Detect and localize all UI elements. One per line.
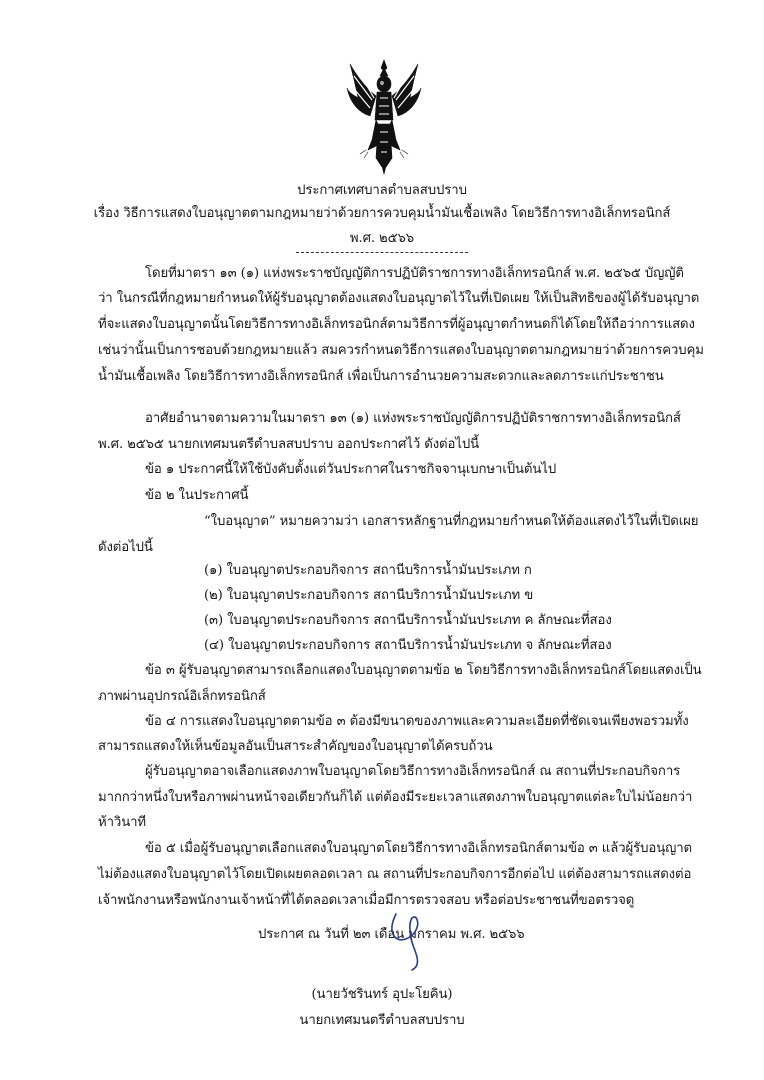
para1-line-4: เช่นว่านั้นเป็นการชอบด้วยกฎหมายแล้ว สมควรกำหนดวิธีการแสดงใบอนุญาตตามกฎหมายว่าด้วยการควบคุม <box>98 343 704 358</box>
org-title: ประกาศเทศบาลตำบลสบปราบ <box>297 183 467 198</box>
para2-line-2: พ.ศ. ๒๕๖๕ นายกเทศมนตรีตำบลสบปราบ ออกประกาศไว้ ดังต่อไปนี้ <box>98 437 480 452</box>
clause-1: ข้อ ๑ ประกาศนี้ให้ใช้บังคับตั้งแต่วันประกาศในราชกิจจานุเบกษาเป็นต้นไป <box>145 462 557 477</box>
para2-line-1: อาศัยอำนาจตามความในมาตรา ๑๓ (๑) แห่งพระราชบัญญัติการปฏิบัติราชการทางอิเล็กทรอนิกส์ <box>145 411 681 426</box>
divider-rule <box>296 252 468 253</box>
clause-4-line-1: ข้อ ๔ การแสดงใบอนุญาตตามข้อ ๓ ต้องมีขนาดของภาพและความละเอียดที่ชัดเจนเพียงพอรวมทั้ง <box>145 714 689 729</box>
handwritten-signature <box>382 908 434 974</box>
clause-2: ข้อ ๒ ในประกาศนี้ <box>145 488 249 503</box>
clause-4b-line-3: ห้าวินาที <box>98 815 147 830</box>
para1-line-3: ที่จะแสดงใบอนุญาตนั้นโดยวิธีการทางอิเล็กทรอนิกส์ตามวิธีการที่ผู้อนุญาตกำหนดก็ได้โดยให้ถือว่าการแสดง <box>98 317 695 332</box>
signatory-name: (นายวัชรินทร์ อุปะโยคิน) <box>311 987 453 1002</box>
subject-line: เรื่อง วิธีการแสดงใบอนุญาตตามกฎหมายว่าด้วยการควบคุมน้ำมันเชื้อเพลิง โดยวิธีการทางอิเล็กทรอนิกส์ <box>93 206 671 221</box>
clause-5-line-1: ข้อ ๕ เมื่อผู้รับอนุญาตเลือกแสดงใบอนุญาตโดยวิธีการทางอิเล็กทรอนิกส์ตามข้อ ๓ แล้วผู้รับอนุญาต <box>145 841 693 856</box>
list-item: (๒) ใบอนุญาตประกอบกิจการ สถานีบริการน้ำมันประเภท ข <box>204 588 534 603</box>
signatory-position: นายกเทศมนตรีตำบลสบปราบ <box>299 1013 465 1028</box>
clause-5-line-3: เจ้าพนักงานหรือพนักงานเจ้าหน้าที่ได้ตลอดเวลาเมื่อมีการตรวจสอบ หรือต่อประชาชนที่ขอตรวจดู <box>98 893 635 908</box>
clause-4b-line-1: ผู้รับอนุญาตอาจเลือกแสดงภาพใบอนุญาตโดยวิธีการทางอิเล็กทรอนิกส์ ณ สถานที่ประกอบกิจการ <box>145 764 681 779</box>
para1-line-1: โดยที่มาตรา ๑๓ (๑) แห่งพระราชบัญญัติการปฏิบัติราชการทางอิเล็กทรอนิกส์ พ.ศ. ๒๕๖๕ บัญญัติ <box>145 266 684 281</box>
clause-3-line-1: ข้อ ๓ ผู้รับอนุญาตสามารถเลือกแสดงใบอนุญาตตามข้อ ๒ โดยวิธีการทางอิเล็กทรอนิกส์โดยแสดงเป็น <box>145 663 702 678</box>
list-item: (๔) ใบอนุญาตประกอบกิจการ สถานีบริการน้ำมันประเภท จ ลักษณะที่สอง <box>204 638 612 653</box>
list-item: (๓) ใบอนุญาตประกอบกิจการ สถานีบริการน้ำมันประเภท ค ลักษณะที่สอง <box>204 613 612 628</box>
list-item: (๑) ใบอนุญาตประกอบกิจการ สถานีบริการน้ำมันประเภท ก <box>204 563 532 578</box>
announce-date: ประกาศ ณ วันที่ ๒๓ เดือน มกราคม พ.ศ. ๒๕๖๖ <box>258 927 525 942</box>
definition-line-2: ดังต่อไปนี้ <box>98 540 153 555</box>
clause-5-line-2: ไม่ต้องแสดงใบอนุญาตไว้โดยเปิดเผยตลอดเวลา ณ สถานที่ประกอบกิจการอีกต่อไป แต่ต้องสามารถแสดงต่อ <box>98 867 692 882</box>
para1-line-5: น้ำมันเชื้อเพลิง โดยวิธีการทางอิเล็กทรอนิกส์ เพื่อเป็นการอำนวยความสะดวกและลดภาระแก่ประชาชน <box>98 369 664 384</box>
year-line: พ.ศ. ๒๕๖๖ <box>349 231 415 246</box>
definition-line-1: “ใบอนุญาต” หมายความว่า เอกสารหลักฐานที่กฎหมายกำหนดให้ต้องแสดงไว้ในที่เปิดเผย <box>204 514 699 529</box>
clause-4b-line-2: มากกว่าหนึ่งใบหรือภาพผ่านหน้าจอเดียวกันก็ได้ แต่ต้องมีระยะเวลาแสดงภาพใบอนุญาตแต่ละใบไม่น้อยกว่า <box>98 790 693 805</box>
garuda-emblem-icon <box>346 58 422 176</box>
clause-3-line-2: ภาพผ่านอุปกรณ์อิเล็กทรอนิกส์ <box>98 689 266 704</box>
clause-4-line-2: สามารถแสดงให้เห็นข้อมูลอันเป็นสาระสำคัญของใบอนุญาตได้ครบถ้วน <box>98 739 493 754</box>
para1-line-2: ว่า ในกรณีที่กฎหมายกำหนดให้ผู้รับอนุญาตต้องแสดงใบอนุญาตไว้ในที่เปิดเผย ให้เป็นสิทธิของผู้ได้รับอนุญาต <box>98 291 700 306</box>
